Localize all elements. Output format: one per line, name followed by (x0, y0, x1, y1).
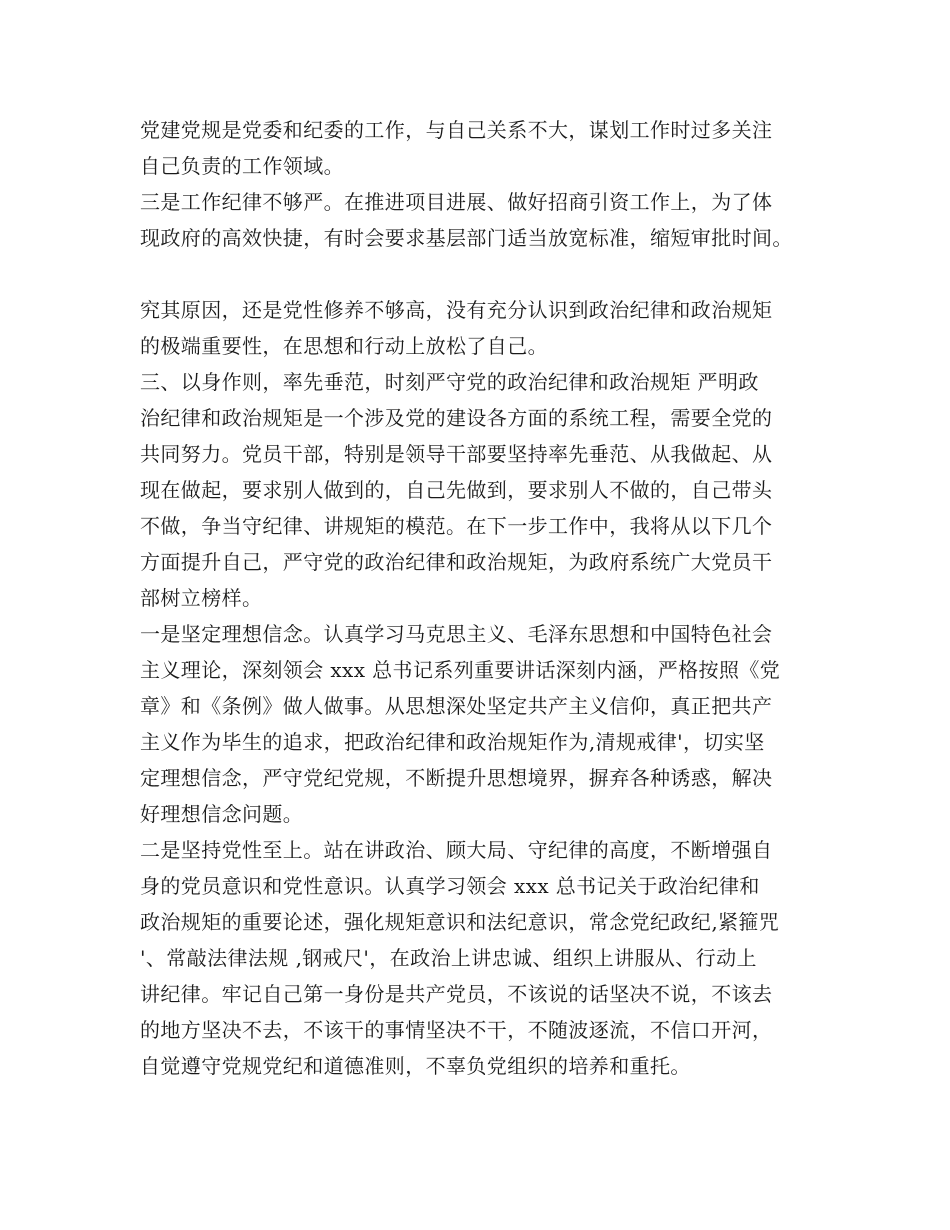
text-line: 定理想信念，严守党纪党规，不断提升思想境界，摒弃各种诱惑，解决 (140, 766, 773, 790)
text-line: 身的党员意识和党性意识。认真学习领会 xxx 总书记关于政治纪律和 (140, 874, 760, 898)
text-line: 好理想信念问题。 (140, 802, 304, 826)
text-line: 政治规矩的重要论述，强化规矩意识和法纪意识，常念党纪政纪‚紧箍咒 (140, 910, 780, 934)
text-line: 二是坚持党性至上。站在讲政治、顾大局、守纪律的高度，不断增强自 (140, 838, 773, 862)
text-line: 治纪律和政治规矩是一个涉及党的建设各方面的系统工程，需要全党的 (140, 406, 773, 430)
text-line: 不做，争当守纪律、讲规矩的模范。在下一步工作中，我将从以下几个 (140, 514, 773, 538)
text-line: '、常敲法律法规 ‚钢戒尺'，在政治上讲忠诚、组织上讲服从、行动上 (140, 946, 757, 970)
text-line: 三是工作纪律不够严。在推进项目进展、做好招商引资工作上，为了体 (140, 190, 773, 214)
text-line: 讲纪律。牢记自己第一身份是共产党员，不该说的话坚决不说，不该去 (140, 982, 773, 1006)
text-line: 主义作为毕生的追求，把政治纪律和政治规矩作为‚清规戒律'，切实坚 (140, 730, 765, 754)
text-line: 三、以身作则，率先垂范，时刻严守党的政治纪律和政治规矩 严明政 (140, 370, 759, 394)
text-line: 的极端重要性，在思想和行动上放松了自己。 (140, 334, 548, 358)
text-line: 章》和《条例》做人做事。从思想深处坚定共产主义信仰，真正把共产 (140, 694, 773, 718)
text-line: 现政府的高效快捷，有时会要求基层部门适当放宽标准，缩短审批时间。 (140, 226, 793, 250)
text-line: 自觉遵守党规党纪和道德准则，不辜负党组织的培养和重托。 (140, 1054, 691, 1078)
text-line: 现在做起，要求别人做到的，自己先做到，要求别人不做的，自己带头 (140, 478, 773, 502)
text-line: 党建党规是党委和纪委的工作，与自己关系不大，谋划工作时过多关注 (140, 118, 773, 142)
text-line: 一是坚定理想信念。认真学习马克思主义、毛泽东思想和中国特色社会 (140, 622, 773, 646)
text-line: 究其原因，还是党性修养不够高，没有充分认识到政治纪律和政治规矩 (140, 298, 773, 322)
text-line: 共同努力。党员干部，特别是领导干部要坚持率先垂范、从我做起、从 (140, 442, 773, 466)
text-line: 部树立榜样。 (140, 586, 263, 610)
text-line: 方面提升自己，严守党的政治纪律和政治规矩，为政府系统广大党员干 (140, 550, 773, 574)
text-line: 主义理论，深刻领会 xxx 总书记系列重要讲话深刻内涵，严格按照《党 (140, 658, 781, 682)
text-line: 自己负责的工作领域。 (140, 154, 344, 178)
text-line: 的地方坚决不去，不该干的事情坚决不干，不随波逐流，不信口开河， (140, 1018, 773, 1042)
